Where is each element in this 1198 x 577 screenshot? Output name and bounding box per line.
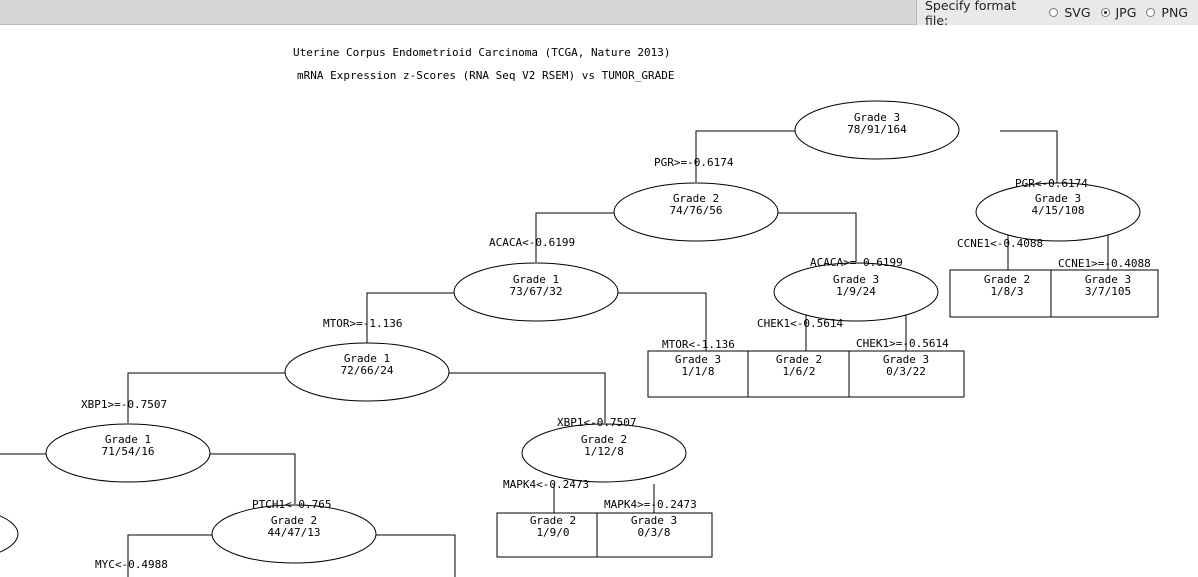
leaf-grade: Grade 3 <box>1084 273 1132 286</box>
node-grade: Grade 3 <box>1034 192 1082 205</box>
split-xbp1-ge: XBP1>=-0.7507 <box>81 398 168 411</box>
diagram-title: Uterine Corpus Endometrioid Carcinoma (TCGA, Nature 2013) <box>293 46 671 59</box>
split-mtor-ge: MTOR>=-1.136 <box>323 317 403 330</box>
format-label: Specify format file: <box>925 0 1017 28</box>
node-counts: 4/15/108 <box>1031 204 1085 217</box>
edge-xbp1-right <box>209 454 295 504</box>
png-label: PNG <box>1161 5 1188 20</box>
split-acaca-lt: ACACA<-0.6199 <box>489 236 576 249</box>
node-counts: 44/47/13 <box>267 526 321 539</box>
edge-g2-right <box>777 213 856 262</box>
leaf-grade: Grade 2 <box>529 514 577 527</box>
node-counts: 72/66/24 <box>340 364 394 377</box>
split-chek1-lt: CHEK1<-0.5614 <box>757 317 844 330</box>
leaf-grade: Grade 2 <box>775 353 823 366</box>
node-grade: Grade 2 <box>580 433 628 446</box>
split-pgr-lt: PGR<-0.6174 <box>1015 177 1088 190</box>
leaf-counts: 1/6/2 <box>782 365 816 378</box>
node-grade: Grade 2 <box>672 192 720 205</box>
leaf-counts: 1/1/8 <box>681 365 715 378</box>
node-grade: Grade 1 <box>343 352 391 365</box>
node-root-counts: 78/91/164 <box>847 123 907 136</box>
split-chek1-ge: CHEK1>=-0.5614 <box>856 337 949 350</box>
leaf-grade: Grade 3 <box>674 353 722 366</box>
leaf-counts: 1/9/0 <box>536 526 570 539</box>
leaf-grade: Grade 2 <box>983 273 1031 286</box>
split-mtor-lt: MTOR<-1.136 <box>662 338 735 351</box>
edge-ptch1-right <box>375 535 455 577</box>
node-root-grade: Grade 3 <box>853 111 901 124</box>
diagram-subtitle: mRNA Expression z-Scores (RNA Seq V2 RSEM) vs TUMOR_GRADE <box>297 69 675 82</box>
split-myc-lt: MYC<-0.4988 <box>95 558 168 571</box>
svg-label: SVG <box>1064 5 1091 20</box>
node-counts: 1/9/24 <box>836 285 876 298</box>
node-grade: Grade 3 <box>832 273 880 286</box>
node-grade: Grade 1 <box>104 433 152 446</box>
jpg-label: JPG <box>1115 5 1137 20</box>
node-counts: 1/12/8 <box>584 445 624 458</box>
leaf-counts: 0/3/22 <box>886 365 926 378</box>
split-mapk4-lt: MAPK4<-0.2473 <box>503 478 590 491</box>
leaf-counts: 0/3/8 <box>637 526 671 539</box>
split-mapk4-ge: MAPK4>=-0.2473 <box>604 498 697 511</box>
node-offscreen-left <box>0 505 18 563</box>
leaf-grade: Grade 3 <box>630 514 678 527</box>
split-xbp1-lt: XBP1<-0.7507 <box>557 416 637 429</box>
split-acaca-ge: ACACA>=-0.6199 <box>810 256 903 269</box>
leaf-grade: Grade 3 <box>882 353 930 366</box>
split-ccne1-lt: CCNE1<-0.4088 <box>957 237 1044 250</box>
split-pgr-ge: PGR>=-0.6174 <box>654 156 734 169</box>
node-grade: Grade 1 <box>512 273 560 286</box>
node-counts: 73/67/32 <box>509 285 563 298</box>
leaf-counts: 3/7/105 <box>1084 285 1132 298</box>
leaf-counts: 1/8/3 <box>990 285 1024 298</box>
split-ccne1-ge: CCNE1>=-0.4088 <box>1058 257 1151 270</box>
split-ptch1: PTCH1<-0.765 <box>252 498 332 511</box>
node-counts: 71/54/16 <box>101 445 155 458</box>
node-grade: Grade 2 <box>270 514 318 527</box>
node-counts: 74/76/56 <box>669 204 723 217</box>
